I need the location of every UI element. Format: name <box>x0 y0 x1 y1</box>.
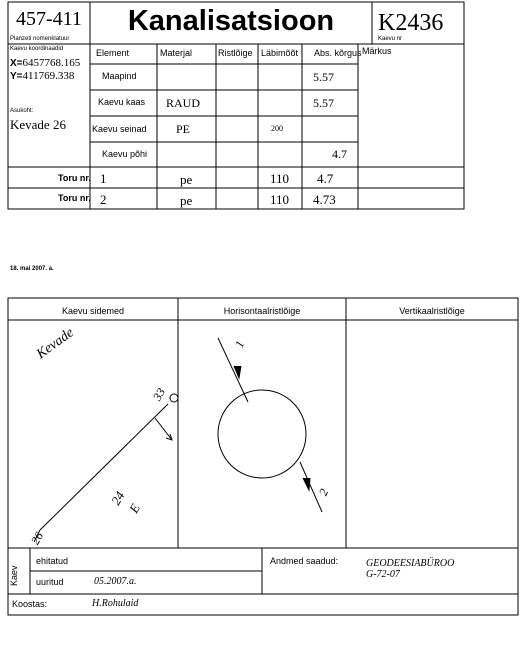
location-value: Kevade 26 <box>10 117 66 132</box>
row-maapind-height: 5.57 <box>313 70 334 84</box>
note-26: 26 <box>28 529 47 547</box>
x-value: 6457768.165 <box>22 57 81 69</box>
kaev-label: Kaev <box>9 565 19 586</box>
header-notes: Märkus <box>362 46 392 56</box>
y-value: 411769.338 <box>22 70 75 82</box>
row-seinad-material: PE <box>176 122 191 136</box>
pipe-1-label: Toru nr. <box>58 173 91 183</box>
header-diameter: Läbimõõt <box>261 48 299 58</box>
compiled-value: H.Rohulaid <box>92 598 139 609</box>
panel-title-connections: Kaevu sidemed <box>61 306 125 316</box>
row-pohi-element: Kaevu põhi <box>102 149 148 159</box>
coordinates-label: Kaevu koordinaadid <box>10 46 64 52</box>
row-seinad-diameter: 200 <box>271 124 283 133</box>
row-pohi-height: 4.7 <box>332 147 347 161</box>
y-prefix: Y= <box>10 71 23 82</box>
pipe-1-height: 4.7 <box>317 171 334 186</box>
built-label: ehitatud <box>36 556 69 566</box>
pipe-2-material: pe <box>180 193 193 208</box>
header-element: Element <box>96 48 130 58</box>
row-kaas-material: RAUD <box>166 96 201 110</box>
pipe-1-material: pe <box>180 172 193 187</box>
pipe-1-number: 1 <box>100 171 107 186</box>
well-marker-drawing <box>170 394 178 402</box>
note-street: Kevade <box>34 325 77 363</box>
row-kaas-height: 5.57 <box>313 96 334 110</box>
pipe-2-height: 4.73 <box>313 192 336 207</box>
header-height: Abs. kõrgus <box>314 48 362 58</box>
row-maapind-element: Maapind <box>102 71 137 81</box>
row-seinad-element: Kaevu seinad <box>92 124 147 134</box>
measured-value: 05.2007.a. <box>94 576 137 587</box>
note-e: E <box>126 501 143 516</box>
document-date: 18. mai 2007. a. <box>10 266 54 272</box>
well-number-value: K2436 <box>378 10 444 36</box>
nomenclature-value: 457-411 <box>16 8 82 30</box>
nomenclature-label: Planzeti nomenklatuur <box>10 36 70 42</box>
x-prefix: X= <box>10 58 23 69</box>
well-cross-section-circle <box>218 390 306 478</box>
pipe-line-drawing <box>40 404 168 530</box>
data-from-label: Andmed saadud: <box>270 556 339 566</box>
pipe-2-diameter: 110 <box>270 192 290 207</box>
arrow-1-label: 1 <box>232 338 248 350</box>
row-kaas-element: Kaevu kaas <box>98 97 146 107</box>
header-material: Materjal <box>160 48 193 58</box>
note-24: 24 <box>108 488 128 508</box>
panel-title-vertical: Vertikaalristlõige <box>399 306 465 316</box>
page-title: Kanalisatsioon <box>127 5 335 37</box>
arrow-2-label: 2 <box>316 486 332 498</box>
x-coordinate <box>10 57 80 69</box>
pipe-1-diameter: 110 <box>270 171 290 186</box>
panel-title-horizontal: Horisontaalristlõige <box>223 306 301 316</box>
header-section: Ristlõige <box>218 48 253 58</box>
note-33: 33 <box>150 385 169 403</box>
pipe-2-label: Toru nr. <box>58 193 91 203</box>
pipe-2-number: 2 <box>100 192 107 207</box>
compiled-label: Koostas: <box>12 599 48 609</box>
measured-label: uuritud <box>36 577 64 587</box>
data-from-value-1: GEODEESIABÜROO <box>366 558 455 569</box>
data-from-value-2: G-72-07 <box>366 569 400 580</box>
y-coordinate <box>10 70 74 82</box>
location-label: Asukoht: <box>10 108 34 114</box>
well-number-label: Kaevu nr <box>378 36 403 42</box>
